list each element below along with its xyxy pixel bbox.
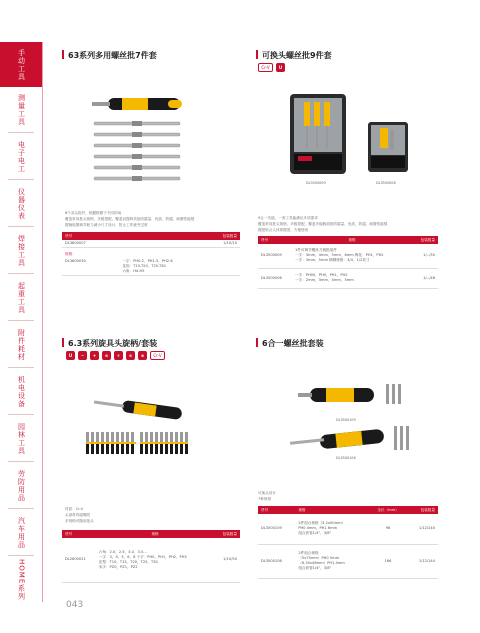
spec-table [258, 236, 438, 289]
product-caption: DL3500106 [336, 456, 356, 460]
table-row: DL3600030 一字：PH0-2，PH1-5，PH2-6 花形：T15-T20，T25-T30 六角：H4-H5 [62, 258, 240, 276]
table-row: DL3600007 1/10/10 [62, 240, 240, 248]
sidebar-item-welding[interactable] [0, 227, 42, 274]
spec-table [62, 530, 240, 583]
table-row: DL3500009 1件可调节螺丝刀柄批组件 一字：3mm，4mm，5mm，6mm 梅花：PH1，PH2 一字：3mm，5mm 精钢规格：3/4，1/2英寸 1/--/50 [258, 244, 438, 268]
crv-badge: Cr-V [150, 351, 165, 360]
column-header: 规格 [96, 530, 215, 538]
column-header: 全长（mm） [369, 506, 407, 514]
sidebar-item-label: 焊接工具 [17, 234, 26, 267]
u-badge: U [276, 63, 285, 72]
square-badge: ⊗ [138, 351, 147, 360]
spec-label: 规格： [65, 252, 76, 256]
section-title: 6合一螺丝批套装 [256, 338, 324, 349]
sidebar-item-label: HOME系列 [17, 558, 26, 601]
sidebar-item-label: 仪器仪表 [17, 187, 26, 220]
phillips-badge: + [90, 351, 99, 360]
section-description: 9合一功能，一套工具能满足多项需求 覆盖常用批头规格，多级搭配，覆盖多能截面批防腐量，优质，防腐，耐磨性能强 握把贴合人体掌握度，方便使用 [258, 216, 388, 232]
column-header: 包装数量 [407, 506, 438, 514]
hex-badge: ⊘ [102, 351, 111, 360]
page-number: 043 [66, 600, 84, 610]
screwdriver-set-7pc-image [80, 92, 190, 190]
column-header: 包装数量 [412, 236, 438, 244]
product-caption: DL3500006 [376, 181, 396, 185]
sidebar-item-machinery[interactable] [0, 368, 42, 415]
sidebar-item-label: 附件耗材 [17, 328, 26, 361]
sidebar-item-hand-tools[interactable] [0, 42, 42, 87]
table-row: DL3500106 2件组合规格 （5x75mm）PH0 5mm （6.35x48mm）PH1 4mm 组合套管1/4"，3/8" 166 1/12/144 [258, 544, 438, 578]
table-row: DL3500109 2件组合规格（3.2x50mm） PH0 4mm，PH1 6mm 组合套管1/4"，3/8" 96 1/12/240 [258, 514, 438, 544]
sidebar-divider [42, 42, 43, 602]
torx-badge: ✳ [114, 351, 123, 360]
column-header: 包装数量 [214, 530, 240, 538]
category-sidebar [0, 42, 42, 602]
sidebar-item-measuring[interactable] [0, 87, 42, 133]
bit-holder-set-image [82, 398, 202, 460]
section-title: 6.3系列旋具头旋柄/套装 [62, 338, 157, 349]
column-header: 货号 [258, 236, 292, 244]
sidebar-item-label: 起重工具 [17, 281, 26, 314]
section-title: 可换头螺丝批9件套 [256, 50, 332, 61]
sidebar-item-instruments[interactable] [0, 180, 42, 227]
sidebar-item-garden[interactable] [0, 415, 42, 462]
section-description: 可换头设计 7种规格 [258, 491, 276, 501]
pozi-badge: ⊙ [126, 351, 135, 360]
sidebar-item-label: 电子电工 [17, 140, 26, 173]
sidebar-item-automotive[interactable] [0, 509, 42, 556]
sidebar-item-label: 园林工具 [17, 422, 26, 455]
column-header: 规格 [295, 506, 369, 514]
table-row: DL2600021 六角：2.0，2.5，3.0，3.5... 一字：3，4，5，6，8 十字：PH0，PH1，PH2，PH3 花型：T10，T15，T20，T25，T30 米字：PZ0，PZ1，PZ2 1/10/50 [62, 538, 240, 582]
crv-badge: Cr-V [258, 63, 273, 72]
sidebar-item-consumables[interactable] [0, 321, 42, 368]
sidebar-item-label: 测量工具 [17, 94, 26, 126]
column-header: 包装数量 [119, 232, 240, 240]
sidebar-item-label: 劳防用品 [17, 469, 26, 502]
screwdriver-set-9pc-image [290, 92, 420, 182]
slotted-badge: − [78, 351, 87, 360]
sidebar-item-label: 汽车用品 [17, 516, 26, 549]
column-header: 货号 [62, 530, 96, 538]
sidebar-item-lifting[interactable] [0, 274, 42, 321]
product-caption: DL3500109 [336, 418, 356, 422]
section-title: 63系列多用螺丝批7件套 [62, 50, 157, 61]
u-badge: U [66, 351, 75, 360]
section-description: 材质：Cr-V 头部带有磁吸附 多规格可随用批头 [65, 507, 94, 523]
column-header: 规格 [292, 236, 412, 244]
product-caption: DL3500009 [306, 181, 326, 185]
spec-table [258, 506, 438, 579]
sidebar-item-label: 手动工具 [17, 48, 26, 81]
sidebar-item-electrical[interactable] [0, 133, 42, 180]
sidebar-item-protection[interactable] [0, 462, 42, 509]
spec-table [62, 232, 240, 276]
sidebar-item-label: 机电设备 [17, 375, 26, 408]
sidebar-item-home[interactable] [0, 556, 42, 603]
section-description: 6个双头批杆，柄握推精于不同的场 覆盖常用批头规格，多级搭配，覆盖双握种类批防腐量，优质，防腐，耐磨性能强 握柄取握调节耗力减小尺寸设计，防止工作疲劳过度 [65, 211, 195, 227]
column-header: 货号 [258, 506, 295, 514]
column-header: 货号 [62, 232, 119, 240]
table-row: DL3500006 一字：PH00，PH0，PH1，PH2 一字：2mm，3mm，4mm，5mm 1/--/48 [258, 268, 438, 288]
